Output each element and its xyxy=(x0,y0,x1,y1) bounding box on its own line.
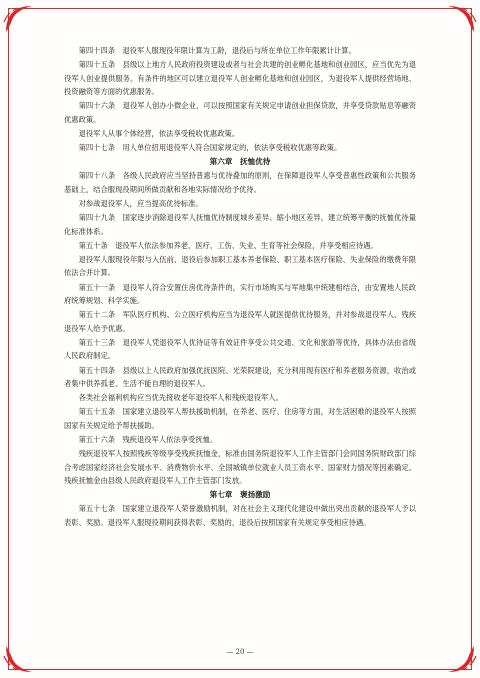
article-number: 第五十二条 xyxy=(78,310,116,320)
paragraph-text: 国家建立退役军人荣誉激励机制，对在社会主义现代化建设中做出突出贡献的退役军人予以表彰、奖励。退役军人服现役期间获得表彰、奖励的，退役后按照国家有关规定享受相应待遇。 xyxy=(64,504,417,527)
article-number: 第五十七条 xyxy=(78,504,116,514)
article-number: 第四十九条 xyxy=(78,213,116,223)
paragraph-text: 县级以上地方人民政府投资建设或者与社会共建的创业孵化基地和创业园区，应当优先为退役军人创业提供服务。有条件的地区可以建立退役军人创业孵化基地和创业园区，为退役军人提供经营场地、投资融资等方面的优惠服务。 xyxy=(64,60,417,97)
document-body xyxy=(64,44,416,530)
article-number: 第四十八条 xyxy=(78,171,116,181)
corner-ornament-icon xyxy=(2,2,36,36)
article-paragraph xyxy=(64,281,416,308)
paragraph-text: 退役军人符合安置住房优待条件的，实行市场购买与军地集中统建相结合，由安置地人民政府统筹规划、科学实施。 xyxy=(64,282,417,306)
paragraph xyxy=(64,197,416,211)
article-paragraph xyxy=(64,141,416,155)
article-paragraph xyxy=(64,433,416,447)
chapter-heading: 第七章 褒扬激励 xyxy=(209,490,271,500)
article-paragraph xyxy=(64,58,416,99)
paragraph xyxy=(64,447,416,488)
article-number: 第五十四条 xyxy=(78,365,116,375)
article-paragraph xyxy=(64,169,416,196)
article-paragraph xyxy=(64,44,416,58)
article-paragraph xyxy=(64,211,416,238)
paragraph-text: 残疾退役军人按照残疾等级享受残疾抚恤金，标准由国务院退役军人工作主管部门会同国务院财政部门综合考虑国家经济社会发展水平、消费物价水平、全国城镇单位就业人员工资水平、国家财力情况等因素确定。残疾抚恤金由县级人民政府退役军人工作主管部门发放。 xyxy=(64,449,416,486)
paragraph-text: 退役军人服现役年限与入伍前、退役后参加职工基本养老保险、职工基本医疗保险、失业保险的缴费年限依法合并计算。 xyxy=(64,254,416,278)
paragraph-text: 各级人民政府应当坚持普惠与优待叠加的原则，在保障退役军人享受普惠性政策和公共服务基础上，结合服现役期间所做贡献和各地实际情况给予优待。 xyxy=(64,171,417,194)
article-paragraph xyxy=(64,99,416,126)
paragraph-text: 退役军人创办小微企业，可以按照国家有关规定申请创业担保贷款，并享受贷款贴息等融资优惠政策。 xyxy=(64,101,417,124)
chapter-heading: 第六章 抚恤优待 xyxy=(209,157,271,167)
article-number: 第四十七条 xyxy=(78,143,116,153)
paragraph-text: 军队医疗机构、公立医疗机构应当为退役军人就医提供优待服务，并对参战退役军人、残疾退役军人给予优惠。 xyxy=(64,310,417,333)
paragraph-text: 对参战退役军人，应当提高优待标准。 xyxy=(78,198,203,208)
paragraph xyxy=(64,391,416,405)
article-paragraph xyxy=(64,502,416,529)
article-number: 第五十三条 xyxy=(78,337,116,347)
paragraph-text: 国家建立退役军人帮扶援助机制，在养老、医疗、住房等方面，对生活困难的退役军人按照国家有关规定给予帮扶援助。 xyxy=(64,407,417,430)
article-paragraph xyxy=(64,308,416,335)
corner-ornament-icon xyxy=(444,2,478,36)
paragraph-text: 残疾退役军人依法享受抚恤。 xyxy=(122,435,218,445)
article-paragraph xyxy=(64,239,416,253)
article-paragraph xyxy=(64,336,416,363)
paragraph-text: 退役军人服现役年限计算为工龄，退役后与所在单位工作年限累计计算。 xyxy=(122,46,356,55)
paragraph xyxy=(64,253,416,280)
article-number: 第五十一条 xyxy=(78,282,116,292)
article-number: 第四十五条 xyxy=(78,60,116,70)
paragraph-text: 国家逐步消除退役军人抚恤优待制度城乡差异、缩小地区差异，建立统筹平衡的抚恤优待量化标准体系。 xyxy=(64,213,417,236)
paragraph-text: 退役军人凭退役军人优待证等有效证件享受公共交通、文化和旅游等优待，具体办法由省级人民政府制定。 xyxy=(64,337,417,361)
article-number: 第四十六条 xyxy=(78,101,116,111)
article-number: 第五十条 xyxy=(78,240,108,250)
article-number: 第五十六条 xyxy=(78,435,116,445)
article-number: 第五十五条 xyxy=(78,407,116,417)
page-number: — 20 — xyxy=(226,648,254,656)
article-number: 第四十四条 xyxy=(78,46,116,55)
article-paragraph xyxy=(64,405,416,432)
paragraph-text: 各类社会福利机构应当优先接收老年退役军人和残疾退役军人。 xyxy=(78,393,283,403)
paragraph-text: 县级以上人民政府加强优抚医院、光荣院建设，充分利用现有医疗和养老服务资源，收治或者集中供养孤老、生活不能自理的退役军人。 xyxy=(64,365,417,389)
paragraph xyxy=(64,127,416,141)
paragraph-text: 退役军人依法参加养老、医疗、工伤、失业、生育等社会保险，并享受相应待遇。 xyxy=(115,240,378,250)
article-paragraph xyxy=(64,364,416,391)
paragraph-text: 退役军人从事个体经营，依法享受税收优惠政策。 xyxy=(78,129,240,139)
paragraph-text: 用人单位招用退役军人符合国家规定的，依法享受税收优惠等政策。 xyxy=(122,143,342,153)
